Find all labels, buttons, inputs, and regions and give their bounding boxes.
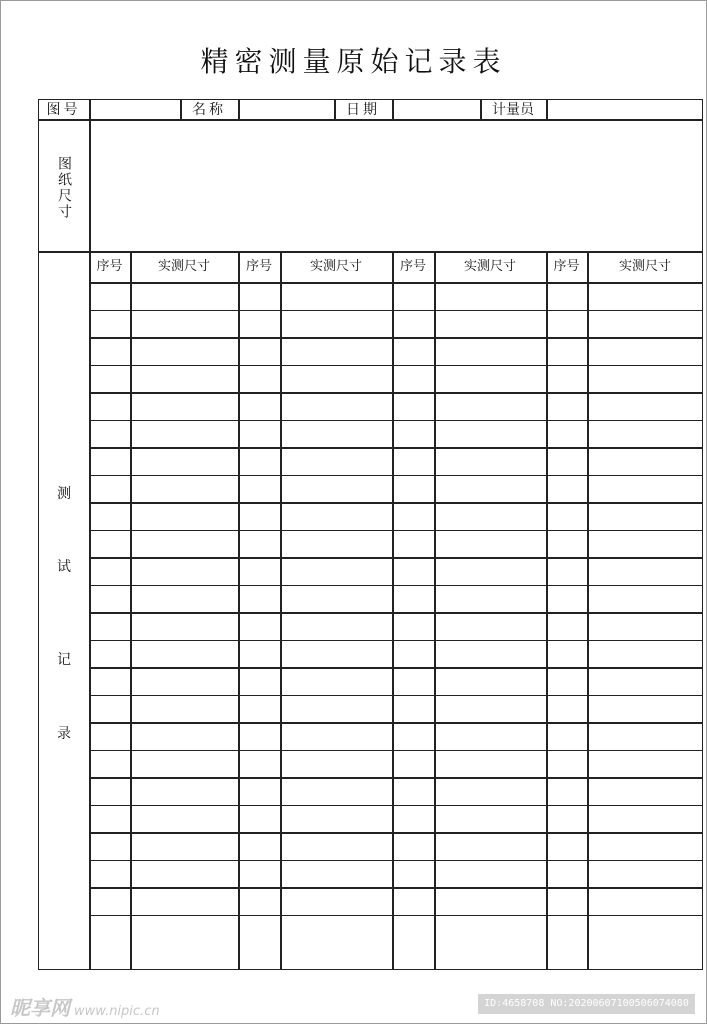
column-header-seq: 序号 bbox=[399, 259, 426, 274]
column-header-measured-size: 实测尺寸 bbox=[463, 259, 516, 274]
record-sheet bbox=[38, 99, 703, 970]
table-row bbox=[89, 640, 703, 642]
column-header-seq: 序号 bbox=[553, 259, 580, 274]
label-column-line bbox=[89, 119, 91, 970]
image-id-bar: ID:4658708 NO:20200607100506074080 bbox=[478, 994, 695, 1014]
table-col-line bbox=[392, 251, 394, 970]
table-row bbox=[89, 777, 703, 779]
column-header-measured-size: 实测尺寸 bbox=[618, 259, 671, 274]
table-row bbox=[89, 585, 703, 587]
header-col-line bbox=[238, 99, 240, 120]
date-label: 日期 bbox=[346, 102, 380, 118]
table-row bbox=[89, 915, 703, 917]
table-row bbox=[89, 667, 703, 669]
test-record-label-char: 测 bbox=[57, 486, 71, 502]
watermark-brand: 昵享网 bbox=[10, 996, 70, 1020]
watermark-url: www.nipic.cn bbox=[74, 1004, 160, 1019]
header-col-line bbox=[392, 99, 394, 120]
table-row bbox=[89, 337, 703, 339]
watermark bbox=[10, 992, 160, 1021]
page-title: 精密测量原始记录表 bbox=[200, 45, 507, 78]
header-col-line bbox=[89, 99, 91, 120]
column-header-seq: 序号 bbox=[96, 259, 123, 274]
column-header-measured-size: 实测尺寸 bbox=[157, 259, 210, 274]
table-row bbox=[89, 530, 703, 532]
drawing-size-label: 图纸尺寸 bbox=[56, 156, 72, 220]
table-row bbox=[89, 612, 703, 614]
table-row bbox=[89, 557, 703, 559]
table-row bbox=[89, 695, 703, 697]
table-row bbox=[89, 475, 703, 477]
table-col-line bbox=[434, 251, 436, 970]
table-row bbox=[89, 420, 703, 422]
table-col-line bbox=[546, 251, 548, 970]
table-col-line bbox=[587, 251, 589, 970]
table-row bbox=[89, 832, 703, 834]
test-record-label-char: 记 bbox=[57, 652, 71, 668]
table-row bbox=[89, 392, 703, 394]
table-row bbox=[89, 860, 703, 862]
column-header-measured-size: 实测尺寸 bbox=[309, 259, 362, 274]
header-col-line bbox=[546, 99, 548, 120]
column-header-divider bbox=[89, 282, 703, 284]
inspector-label: 计量员 bbox=[492, 102, 534, 118]
table-row bbox=[89, 750, 703, 752]
table-row bbox=[89, 887, 703, 889]
table-row bbox=[89, 805, 703, 807]
column-header-seq: 序号 bbox=[245, 259, 272, 274]
table-row bbox=[89, 310, 703, 312]
table-col-line bbox=[238, 251, 240, 970]
table-row bbox=[89, 447, 703, 449]
table-row bbox=[89, 365, 703, 367]
name-label: 名称 bbox=[192, 102, 226, 118]
table-row bbox=[89, 722, 703, 724]
table-row bbox=[89, 502, 703, 504]
test-record-label-char: 试 bbox=[57, 559, 71, 575]
table-col-line bbox=[280, 251, 282, 970]
test-record-label-char: 录 bbox=[57, 726, 71, 742]
table-col-line bbox=[130, 251, 132, 970]
drawing-no-label: 图号 bbox=[46, 102, 81, 118]
